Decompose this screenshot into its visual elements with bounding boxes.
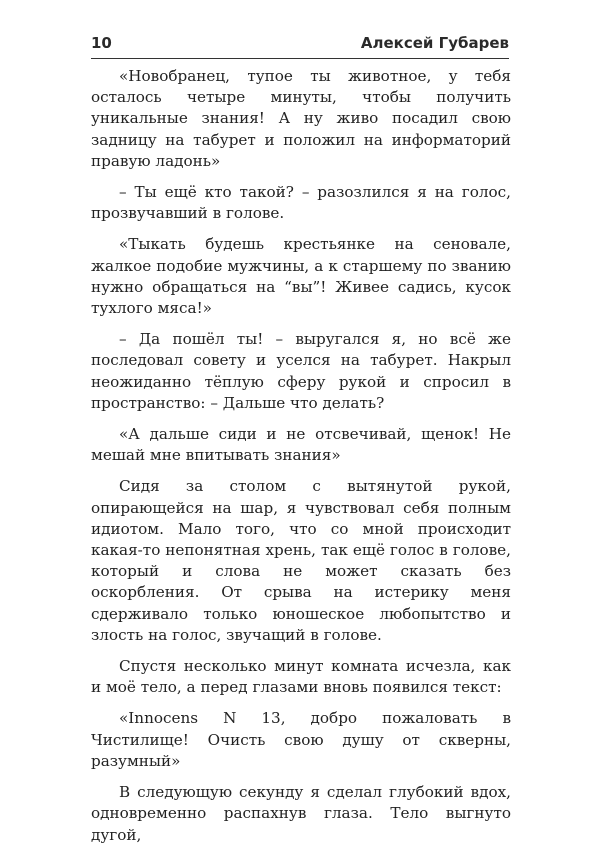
paragraph: Сидя за столом с вытянутой рукой, опирающейся на шар, я чувствовал себя полным идиотом. Мало того, что со мной происходит какая-то непонятная хрень, так ещё голос в голове, который и слова не может сказать без оскорбления. От срыва на истерику меня сдерживало только юношеское любопытство и злость на голос, звучащий в голове. [91, 477, 511, 644]
paragraph: «Тыкать будешь крестьянке на сеновале, жалкое подобие мужчины, а к старшему по званию нужно обращаться на “вы”! Живее садись, кусок тухлого мяса!» [91, 235, 511, 318]
paragraph: – Да пошёл ты! – выругался я, но всё же последовал совету и уселся на табурет. Накрыл неожиданно тёплую сферу рукой и спросил в пространство: – Дальше что делать? [91, 330, 511, 412]
running-title: Алексей Губарев [360, 34, 509, 52]
paragraph: В следующую секунду я сделал глубокий вдох, одновременно распахнув глаза. Тело выгнуто дугой, [91, 783, 511, 844]
page-number: 10 [91, 34, 112, 52]
paragraph: – Ты ещё кто такой? – разозлился я на голос, прозвучавший в голове. [91, 183, 511, 223]
page-header [91, 32, 509, 59]
paragraph: «Innocens N 13, добро пожаловать в Чистилище! Очисть свою душу от скверны, разумный» [91, 709, 511, 770]
paragraph: Спустя несколько минут комната исчезла, как и моё тело, а перед глазами вновь появился текст: [91, 657, 511, 697]
paragraph: «А дальше сиди и не отсвечивай, щенок! Не мешай мне впитывать знания» [91, 425, 511, 465]
paragraph: «Новобранец, тупое ты животное, у тебя осталось четыре минуты, чтобы получить уникальные знания! А ну живо посадил свою задницу на табурет и положил на информаторий правую ладонь» [91, 67, 511, 170]
body-text [91, 66, 511, 846]
